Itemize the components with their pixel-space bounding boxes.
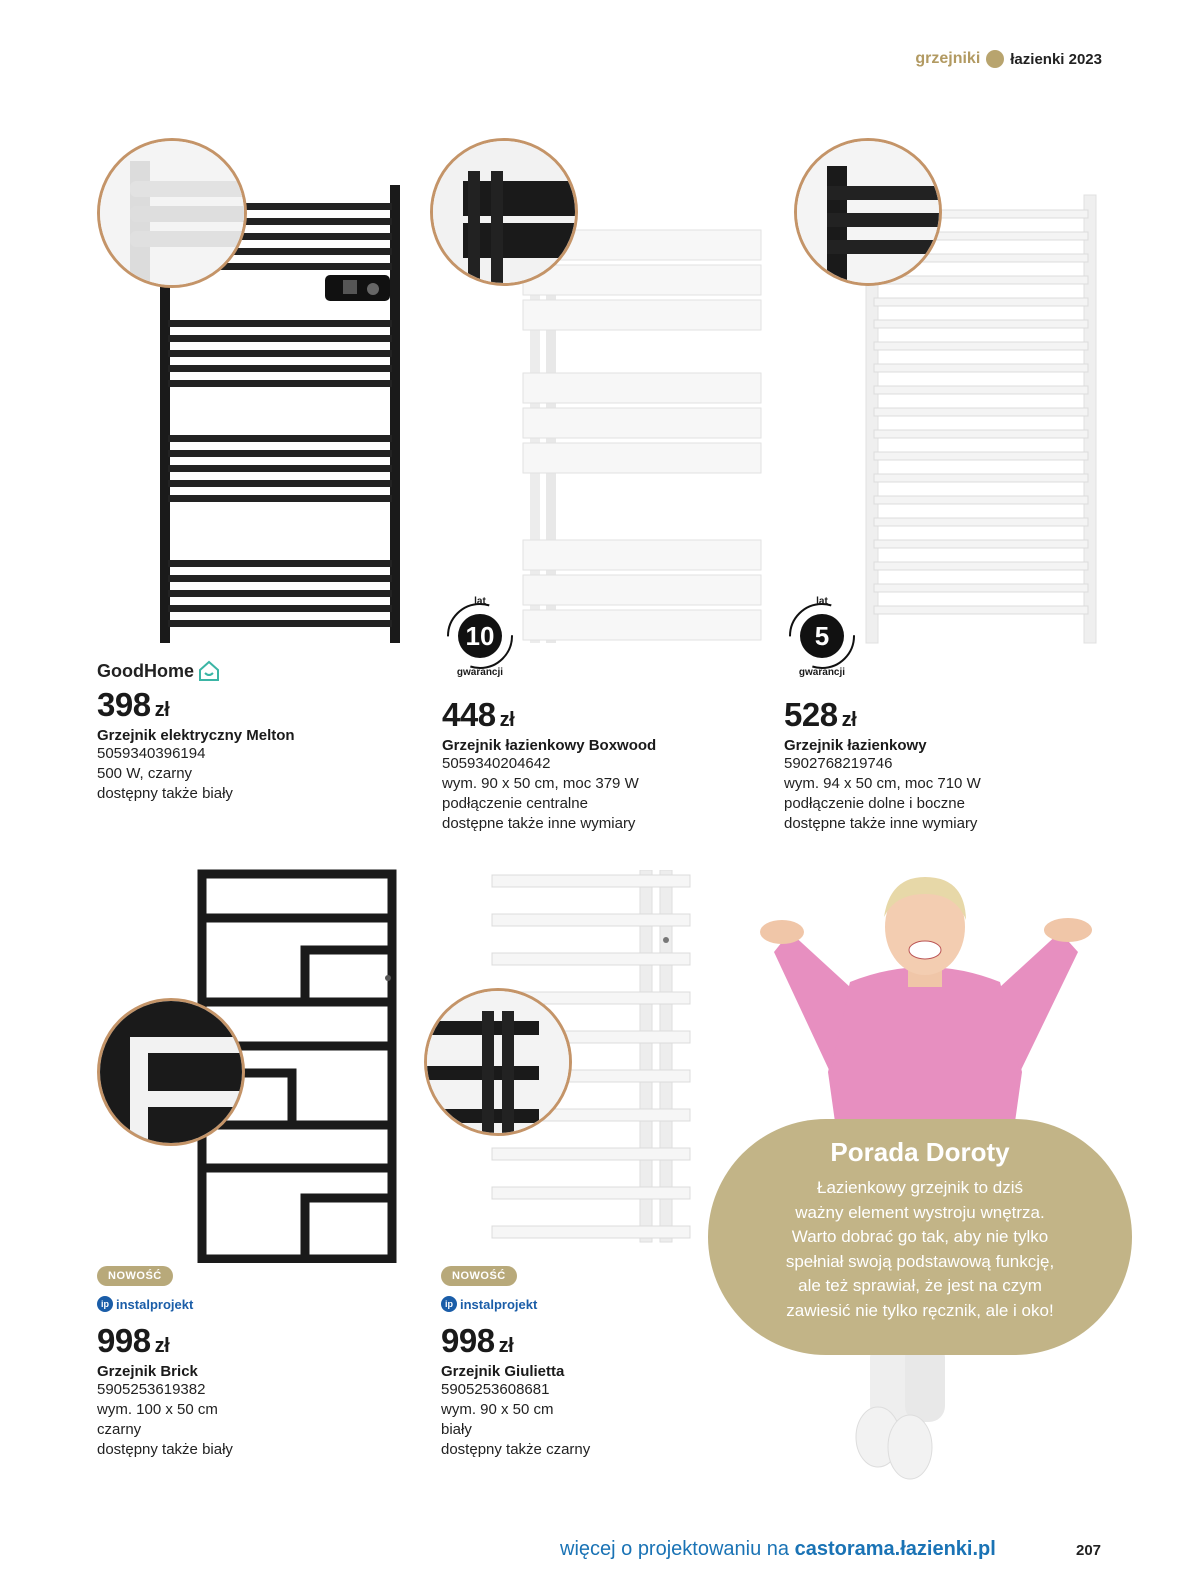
- instalprojekt-logo-icon: ip: [441, 1296, 457, 1312]
- warranty-years: 5: [800, 614, 844, 658]
- brand-goodhome: [97, 660, 397, 682]
- tip-bubble: [708, 1119, 1132, 1355]
- tip-line: spełniał swoją podstawową funkcję,: [785, 1251, 1055, 1271]
- product-spec-line: podłączenie centralne: [442, 795, 588, 812]
- product-spec-line: czarny: [97, 1421, 142, 1438]
- product-name: Grzejnik łazienkowy: [784, 737, 927, 754]
- product-info-melton: [97, 660, 397, 804]
- detail-circle-boxwood: [430, 138, 578, 286]
- product-code: 5905253608681: [441, 1381, 550, 1398]
- product-spec-line: dostępny także biały: [97, 1441, 233, 1458]
- tip-line: Warto dobrać go tak, aby nie tylko: [791, 1227, 1049, 1246]
- product-name: Grzejnik łazienkowy Boxwood: [442, 737, 657, 754]
- new-badge: NOWOŚĆ: [97, 1266, 173, 1286]
- product-spec-line: dostępny także biały: [97, 785, 233, 802]
- product-price: 528 zł: [784, 696, 857, 733]
- product-spec-line: biały: [441, 1421, 472, 1438]
- product-spec-line: wym. 90 x 50 cm: [441, 1401, 554, 1418]
- house-icon: [198, 660, 220, 682]
- product-spec-line: podłączenie dolne i boczne: [784, 795, 965, 812]
- product-spec-line: dostępne także inne wymiary: [784, 815, 978, 832]
- product-price: 448 zł: [442, 696, 515, 733]
- detail-circle-giulietta: [424, 988, 572, 1136]
- product-spec-line: dostępny także czarny: [441, 1441, 591, 1458]
- header-dot-icon: [986, 50, 1004, 68]
- instalprojekt-logo-icon: ip: [97, 1296, 113, 1312]
- product-spec-line: dostępne także inne wymiary: [442, 815, 636, 832]
- tip-line: ważny element wystroju wnętrza.: [795, 1202, 1045, 1222]
- tip-line: Łazienkowy grzejnik to dziś: [817, 1178, 1023, 1197]
- tip-title: Porada Doroty: [830, 1137, 1010, 1167]
- product-spec-line: wym. 100 x 50 cm: [97, 1401, 218, 1418]
- product-code: 5902768219746: [784, 755, 893, 772]
- product-spec-line: wym. 90 x 50 cm, moc 379 W: [442, 775, 639, 792]
- new-badge: NOWOŚĆ: [441, 1266, 517, 1286]
- detail-circle-melton: [97, 138, 247, 288]
- product-price: 998 zł: [97, 1322, 170, 1359]
- tip-line: zawiesić nie tylko ręcznik, ale i oko!: [786, 1300, 1054, 1320]
- header-section: łazienki 2023: [1010, 50, 1102, 68]
- product-price: 398 zł: [97, 686, 170, 723]
- product-image-boxwood: [520, 225, 765, 645]
- product-code: 5059340396194: [97, 745, 206, 762]
- product-code: 5059340204642: [442, 755, 551, 772]
- product-code: 5905253619382: [97, 1381, 206, 1398]
- detail-circle-ladder: [794, 138, 942, 286]
- footer-site-link[interactable]: castorama.łazienki.pl: [794, 1538, 996, 1560]
- tip-body: [708, 1176, 1132, 1323]
- detail-circle-brick: [97, 998, 245, 1146]
- warranty-badge-10: lat 10 gwarancji: [440, 596, 520, 676]
- product-info-brick: [97, 1266, 397, 1460]
- warranty-years: 10: [458, 614, 502, 658]
- tip-line: ale też sprawiał, że jest na czym: [798, 1276, 1042, 1295]
- product-price: 998 zł: [441, 1322, 514, 1359]
- page-number: 207: [1076, 1542, 1102, 1559]
- product-name: Grzejnik Brick: [97, 1363, 198, 1380]
- footer-link-text[interactable]: więcej o projektowaniu na castorama.łazienki.pl: [560, 1538, 996, 1560]
- page-header: [915, 50, 1102, 68]
- brand-instalprojekt: ip instalprojekt: [97, 1296, 397, 1312]
- header-category: grzejniki: [915, 50, 981, 67]
- product-spec-line: 500 W, czarny: [97, 765, 193, 782]
- brand-instalprojekt: ip instalprojekt: [441, 1296, 741, 1312]
- product-name: Grzejnik Giulietta: [441, 1363, 565, 1380]
- product-info-giulietta: [441, 1266, 741, 1460]
- product-info-boxwood: [442, 698, 762, 834]
- brand-label: GoodHome: [97, 660, 194, 681]
- product-name: Grzejnik elektryczny Melton: [97, 727, 295, 744]
- warranty-badge-5: lat 5 gwarancji: [782, 596, 862, 676]
- product-spec-line: wym. 94 x 50 cm, moc 710 W: [784, 775, 981, 792]
- product-info-ladder-white: [784, 698, 1104, 834]
